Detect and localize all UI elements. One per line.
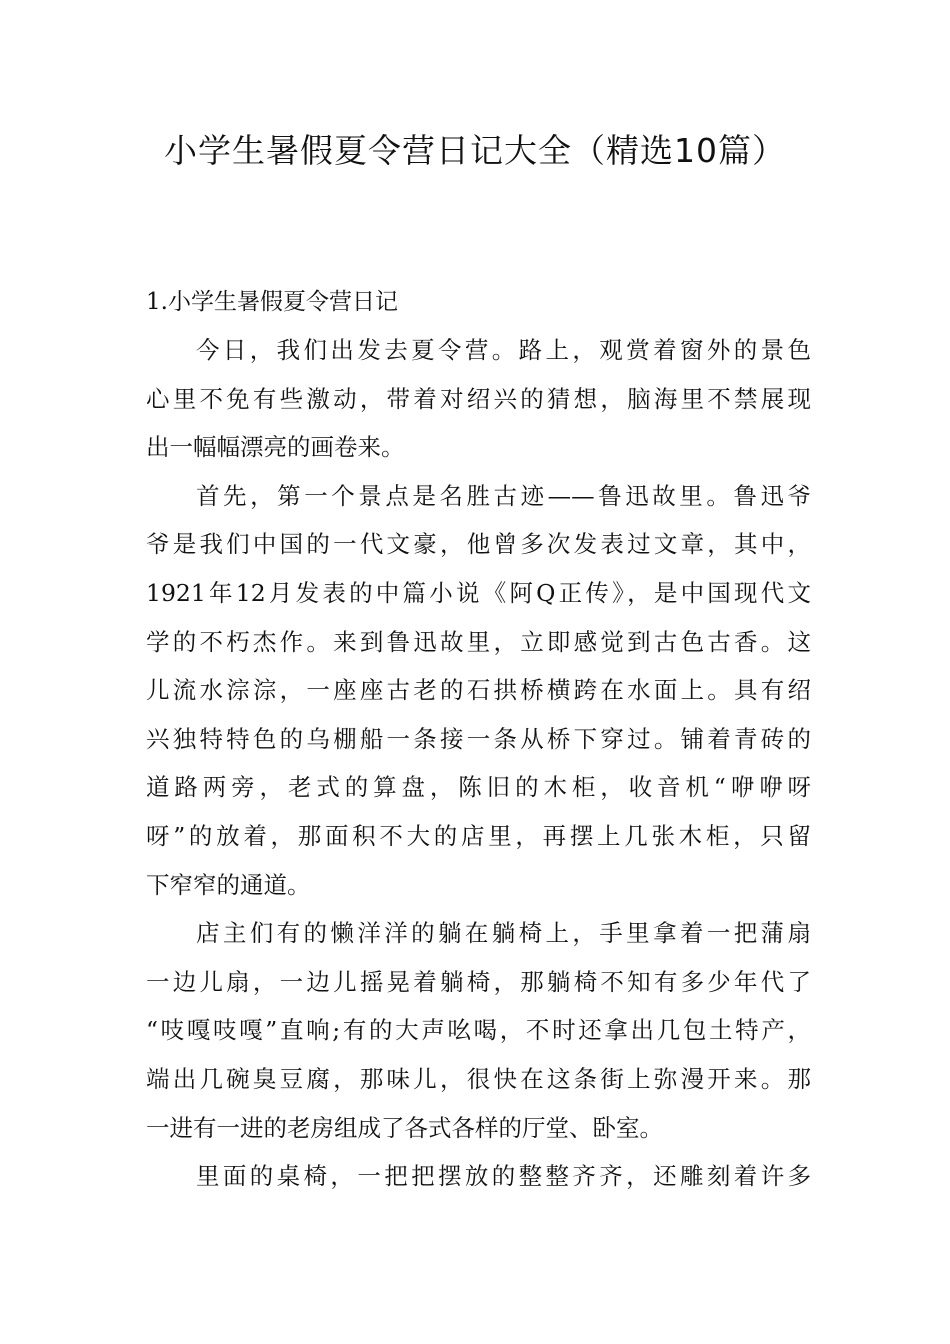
section-heading: 1.小学生暑假夏令营日记 — [146, 289, 398, 315]
text-line: 一边儿扇，一边儿摇晃着躺椅，那躺椅不知有多少年代了 — [146, 967, 811, 996]
text-line: 爷是我们中国的一代文豪，他曾多次发表过文章，其中， — [146, 530, 811, 559]
text-line: 学的不朽杰作。来到鲁迅故里，立即感觉到古色古香。这 — [146, 627, 811, 656]
text-line: 道路两旁，老式的算盘，陈旧的木柜，收音机“咿咿呀 — [146, 773, 811, 802]
text-line: 里面的桌椅，一把把摆放的整整齐齐，还雕刻着许多 — [196, 1162, 811, 1191]
document-title: 小学生暑假夏令营日记大全（精选10篇） — [164, 131, 786, 170]
paragraph — [146, 472, 811, 909]
text-line: 端出几碗臭豆腐，那味儿，很快在这条街上弥漫开来。那 — [146, 1064, 811, 1093]
paragraph — [146, 909, 811, 1152]
text-line: 心里不免有些激动，带着对绍兴的猜想，脑海里不禁展现 — [146, 384, 811, 413]
text-line: 店主们有的懒洋洋的躺在躺椅上，手里拿着一把蒲扇 — [196, 919, 811, 948]
paragraph — [146, 326, 811, 472]
text-line: 兴独特特色的乌棚船一条接一条从桥下穿过。铺着青砖的 — [146, 724, 811, 753]
text-line: 今日，我们出发去夏令营。路上，观赏着窗外的景色 — [196, 336, 811, 364]
text-line: 下窄窄的通道。 — [146, 870, 311, 899]
text-line: 呀”的放着，那面积不大的店里，再摆上几张木柜，只留 — [146, 821, 811, 850]
text-line: 出一幅幅漂亮的画卷来。 — [146, 433, 405, 462]
text-line: 首先，第一个景点是名胜古迹——鲁迅故里。鲁迅爷 — [196, 481, 811, 510]
document-body — [146, 278, 811, 1201]
text-line: 一进有一进的老房组成了各式各样的厅堂、卧室。 — [146, 1113, 663, 1142]
text-line: “吱嘎吱嘎”直响;有的大声吆喝，不时还拿出几包土特产， — [146, 1016, 811, 1045]
paragraph — [146, 1152, 811, 1201]
text-line: 1921年12月发表的中篇小说《阿Q正传》，是中国现代文 — [146, 578, 811, 607]
text-line: 儿流水淙淙，一座座古老的石拱桥横跨在水面上。具有绍 — [146, 676, 811, 705]
